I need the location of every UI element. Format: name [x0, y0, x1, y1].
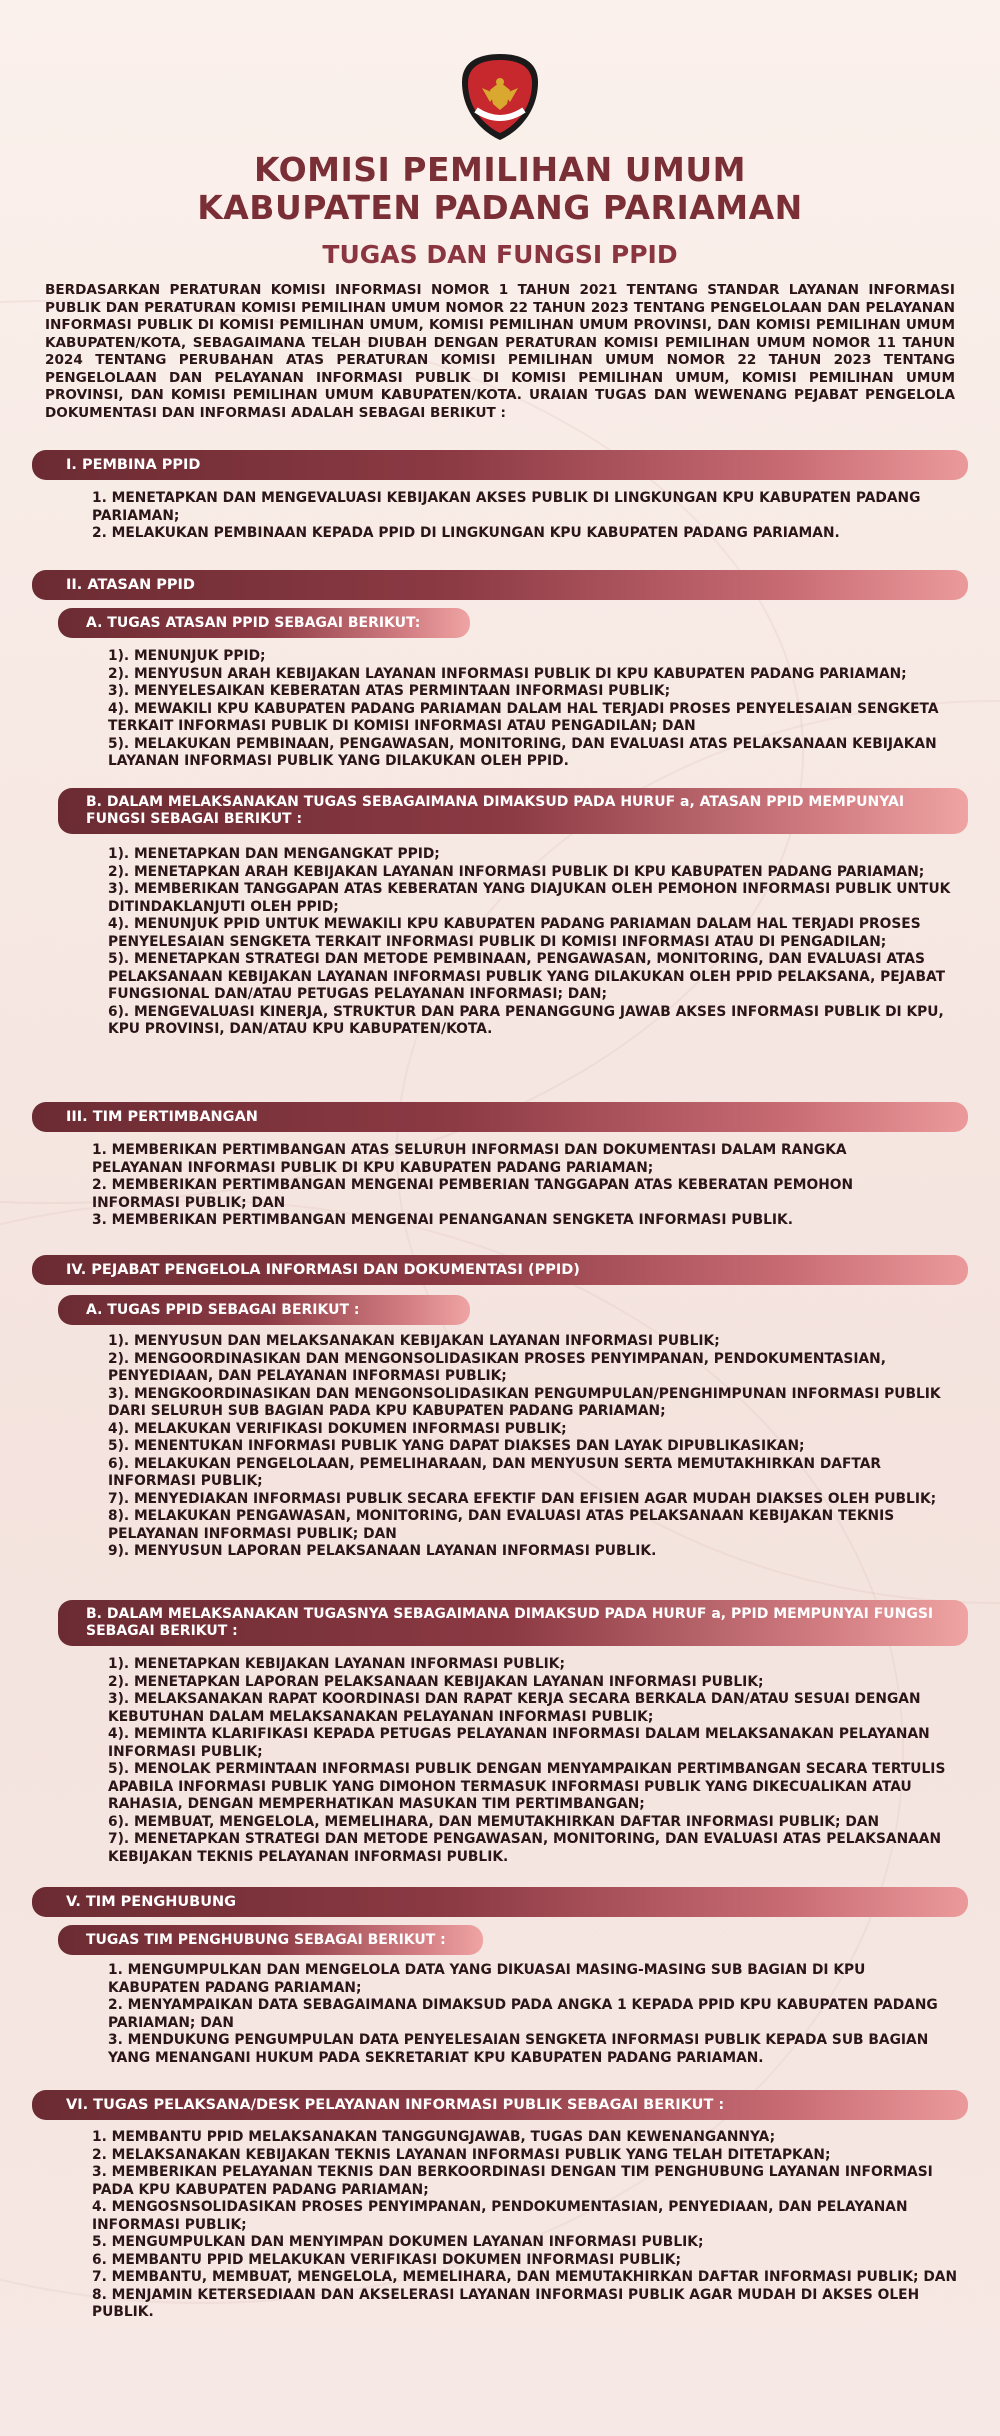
- list-item-number: 1.: [92, 1142, 112, 1158]
- list-item-text: MEMBUAT, MENGELOLA, MEMELIHARA, DAN MEMUTAKHIRKAN DAFTAR INFORMASI PUBLIK; DAN: [133, 1813, 880, 1830]
- list-item-number: 5).: [108, 1438, 134, 1454]
- list-item-number: 6).: [108, 1455, 134, 1472]
- list-item-text: MENGKOORDINASIKAN DAN MENGONSOLIDASIKAN PENGUMPULAN/PENGHIMPUNAN INFORMASI PUBLIK DARI SELURUH SUB BAGIAN PADA KPU KABUPATEN PADANG PARIAMAN;: [108, 1385, 941, 1419]
- list-item: [108, 701, 968, 736]
- list-item-text: MENETAPKAN DAN MENGANGKAT PPID;: [133, 846, 440, 862]
- list-item-number: 6).: [108, 1813, 134, 1830]
- list-item: [92, 2269, 972, 2287]
- list-item: [108, 1761, 968, 1814]
- list-item: [108, 916, 968, 951]
- subheader-tugas-penghubung: TUGAS TIM PENGHUBUNG SEBAGAI BERIKUT :: [58, 1925, 483, 1955]
- list-item: [108, 666, 968, 684]
- list-item-text: MENGEVALUASI KINERJA, STRUKTUR DAN PARA PENANGGUNG JAWAB AKSES INFORMASI PUBLIK DI KPU, KPU PROVINSI, DAN/ATAU KPU KABUPATEN/KOTA.: [108, 1003, 944, 1037]
- list-item-number: 1.: [92, 490, 112, 506]
- list-item: [108, 1333, 968, 1351]
- list-item-text: MENETAPKAN LAPORAN PELAKSANAAN KEBIJAKAN LAYANAN INFORMASI PUBLIK;: [133, 1673, 764, 1690]
- list-item-text: MENYEDIAKAN INFORMASI PUBLIK SECARA EFEKTIF DAN EFISIEN AGAR MUDAH DIAKSES OLEH PUBLIK;: [133, 1490, 937, 1507]
- section-header-tim-pertimbangan: III. TIM PERTIMBANGAN: [32, 1102, 968, 1132]
- list-item-number: 9).: [108, 1543, 134, 1559]
- list-item-text: MEWAKILI KPU KABUPATEN PADANG PARIAMAN DALAM HAL TERJADI PROSES PENYELESAIAN SENGKETA TERKAIT INFORMASI PUBLIK DI KOMISI INFORMASI ATAU PENGADILAN; DAN: [108, 700, 939, 734]
- list-item-text: MENYUSUN LAPORAN PELAKSANAAN LAYANAN INFORMASI PUBLIK.: [133, 1543, 657, 1559]
- list-item-text: MEMINTA KLARIFIKASI KEPADA PETUGAS PELAYANAN INFORMASI DALAM MELAKSANAKAN PELAYANAN INFORMASI PUBLIK;: [108, 1726, 930, 1760]
- list-item: [108, 1004, 968, 1039]
- list-item: [108, 1831, 968, 1866]
- list-item-number: 6).: [108, 1003, 134, 1020]
- list-item-text: MENETAPKAN KEBIJAKAN LAYANAN INFORMASI PUBLIK;: [133, 1656, 565, 1672]
- kpu-logo-icon: [460, 52, 540, 142]
- list-item-text: MEMBERIKAN PERTIMBANGAN MENGENAI PENANGANAN SENGKETA INFORMASI PUBLIK.: [111, 1212, 793, 1228]
- list-item-number: 3).: [108, 683, 134, 699]
- section-header-desk-pelayanan: VI. TUGAS PELAKSANA/DESK PELAYANAN INFORMASI PUBLIK SEBAGAI BERIKUT :: [32, 2090, 968, 2120]
- list-item-number: 1).: [108, 648, 134, 664]
- list-item: [108, 1491, 968, 1509]
- list-item-number: 5.: [92, 2234, 112, 2250]
- list-item-text: MEMBANTU, MEMBUAT, MENGELOLA, MEMELIHARA, DAN MEMUTAKHIRKAN DAFTAR INFORMASI PUBLIK; DAN: [111, 2269, 958, 2285]
- list-item-number: 7).: [108, 1490, 134, 1507]
- list-item-text: MENYUSUN ARAH KEBIJAKAN LAYANAN INFORMASI PUBLIK DI KPU KABUPATEN PADANG PARIAMAN;: [133, 665, 907, 682]
- list-item-text: MENGOSNSOLIDASIKAN PROSES PENYIMPANAN, PENDOKUMENTASIAN, PENYEDIAAN, DAN PELAYANAN INFORMASI PUBLIK;: [92, 2199, 908, 2233]
- list-item-number: 4).: [108, 1420, 134, 1437]
- list-item-number: 5).: [108, 1761, 134, 1777]
- list-item-text: MELAKUKAN PENGELOLAAN, PEMELIHARAAN, DAN MENYUSUN SERTA MEMUTAKHIRKAN DAFTAR INFORMASI PUBLIK;: [108, 1455, 882, 1489]
- subtitle: TUGAS DAN FUNGSI PPID: [322, 240, 678, 269]
- list-item-number: 3.: [108, 2032, 128, 2048]
- pembina-list: [92, 490, 922, 543]
- list-item-text: MEMBERIKAN TANGGAPAN ATAS KEBERATAN YANG DIAJUKAN OLEH PEMOHON INFORMASI PUBLIK UNTUK DITINDAKLANJUTI OLEH PPID;: [108, 881, 951, 915]
- list-item-number: 8.: [92, 2286, 112, 2303]
- list-item: [108, 1421, 968, 1439]
- list-item-number: 3).: [108, 1691, 134, 1707]
- list-item-number: 2.: [92, 1177, 112, 1193]
- list-item: [92, 1212, 922, 1230]
- list-item-number: 5).: [108, 951, 134, 967]
- list-item: [108, 648, 968, 666]
- list-item-text: MEMBERIKAN PERTIMBANGAN ATAS SELURUH INFORMASI DAN DOKUMENTASI DALAM RANGKA PELAYANAN INFORMASI PUBLIK DI KPU KABUPATEN PADANG PARIAMAN;: [92, 1142, 847, 1176]
- list-item-number: 1).: [108, 1656, 134, 1672]
- list-item: [92, 2147, 972, 2165]
- list-item-number: 7).: [108, 1831, 134, 1847]
- list-item-number: 1).: [108, 1333, 134, 1349]
- list-item-text: MELAKSANAKAN RAPAT KOORDINASI DAN RAPAT KERJA SECARA BERKALA DAN/ATAU SESUAI DENGAN KEBUTUHAN DALAM MELAKSANAKAN PELAYANAN INFORMASI PUBLIK;: [108, 1691, 921, 1725]
- list-item: [108, 864, 968, 882]
- list-item-text: MENETAPKAN ARAH KEBIJAKAN LAYANAN INFORMASI PUBLIK DI KPU KABUPATEN PADANG PARIAMAN;: [133, 863, 925, 880]
- list-item-number: 2.: [108, 1997, 128, 2013]
- list-item-text: MELAKUKAN VERIFIKASI DOKUMEN INFORMASI PUBLIK;: [133, 1420, 567, 1437]
- list-item-number: 3.: [92, 1212, 112, 1228]
- list-item: [92, 1177, 922, 1212]
- list-item-text: MEMBANTU PPID MELAKUKAN VERIFIKASI DOKUMEN INFORMASI PUBLIK;: [111, 2251, 682, 2268]
- list-item-text: MENGOORDINASIKAN DAN MENGONSOLIDASIKAN PROSES PENYIMPANAN, PENDOKUMENTASIAN, PENYEDIAAN, DAN PELAYANAN INFORMASI PUBLIK;: [108, 1350, 886, 1384]
- intro-paragraph: BERDASARKAN PERATURAN KOMISI INFORMASI NOMOR 1 TAHUN 2021 TENTANG STANDAR LAYANAN INFORMASI PUBLIK DAN PERATURAN KOMISI PEMILIHAN UMUM NOMOR 22 TAHUN 2023 TENTANG PENGELOLAAN DAN PELAYANAN INFORMASI PUBLIK DI KOMISI PEMILIHAN UMUM, KOMISI PEMILIHAN UMUM PROVINSI, DAN KOMISI PEMILIHAN UMUM KABUPATEN/KOTA, SEBAGAIMANA TELAH DIUBAH DENGAN PERATURAN KOMISI PEMILIHAN UMUM NOMOR 11 TAHUN 2024 TENTANG PERUBAHAN ATAS PERATURAN KOMISI PEMILIHAN UMUM NOMOR 22 TAHUN 2023 TENTANG PENGELOLAAN DAN PELAYANAN INFORMASI PUBLIK DI KOMISI PEMILIHAN UMUM, KOMISI PEMILIHAN UMUM PROVINSI, DAN KOMISI PEMILIHAN UMUM KABUPATEN/KOTA. URAIAN TUGAS DAN WEWENANG PEJABAT PENGELOLA DOKUMENTASI DAN INFORMASI ADALAH SEBAGAI BERIKUT :: [45, 282, 955, 421]
- list-item-number: 1.: [92, 2129, 112, 2145]
- list-item-number: 3).: [108, 881, 134, 897]
- list-item: [108, 1456, 968, 1491]
- tugas-atasan-list: [108, 648, 968, 771]
- list-item-number: 2).: [108, 665, 134, 682]
- list-item: [92, 2234, 972, 2252]
- list-item: [108, 951, 968, 1004]
- section-header-atasan: II. ATASAN PPID: [32, 570, 968, 600]
- list-item: [108, 881, 968, 916]
- list-item: [108, 2032, 938, 2067]
- list-item-text: MENETAPKAN STRATEGI DAN METODE PEMBINAAN, PENGAWASAN, MONITORING, DAN EVALUASI ATAS PELAKSANAAN KEBIJAKAN LAYANAN INFORMASI PUBLIK YANG DILAKUKAN OLEH PPID PELAKSANA, PEJABAT FUNGSIONAL DAN/ATAU PETUGAS PELAYANAN INFORMASI; DAN;: [108, 951, 945, 1002]
- list-item-number: 6.: [92, 2251, 112, 2268]
- list-item: [108, 736, 968, 771]
- list-item: [92, 2164, 972, 2199]
- list-item-text: MENGUMPULKAN DAN MENYIMPAN DOKUMEN LAYANAN INFORMASI PUBLIK;: [111, 2234, 704, 2250]
- list-item-number: 3.: [92, 2164, 112, 2180]
- list-item-text: MEMBERIKAN PELAYANAN TEKNIS DAN BERKOORDINASI DENGAN TIM PENGHUBUNG LAYANAN INFORMASI PADA KPU KABUPATEN PADANG PARIAMAN;: [92, 2164, 933, 2198]
- list-item: [92, 2252, 972, 2270]
- list-item-number: 2.: [92, 525, 112, 541]
- list-item-number: 2).: [108, 1350, 134, 1367]
- subheader-fungsi-ppid: B. DALAM MELAKSANAKAN TUGASNYA SEBAGAIMANA DIMAKSUD PADA HURUF a, PPID MEMPUNYAI FUNGSI SEBAGAI BERIKUT :: [58, 1600, 968, 1646]
- list-item-text: MENJAMIN KETERSEDIAAN DAN AKSELERASI LAYANAN INFORMASI PUBLIK AGAR MUDAH DI AKSES OLEH PUBLIK.: [92, 2286, 920, 2320]
- subheader-tugas-ppid: A. TUGAS PPID SEBAGAI BERIKUT :: [58, 1295, 470, 1325]
- list-item: [92, 2199, 972, 2234]
- list-item: [92, 490, 922, 525]
- section-header-tim-penghubung: V. TIM PENGHUBUNG: [32, 1887, 968, 1917]
- list-item-number: 3).: [108, 1385, 134, 1402]
- list-item: [108, 1674, 968, 1692]
- list-item-text: MENDUKUNG PENGUMPULAN DATA PENYELESAIAN SENGKETA INFORMASI PUBLIK KEPADA SUB BAGIAN YANG MENANGANI HUKUM PADA SEKRETARIAT KPU KABUPATEN PADANG PARIAMAN.: [108, 2032, 929, 2066]
- list-item-number: 1.: [108, 1962, 128, 1978]
- list-item-text: MENOLAK PERMINTAAN INFORMASI PUBLIK DENGAN MENYAMPAIKAN PERTIMBANGAN SECARA TERTULIS APABILA INFORMASI PUBLIK YANG DIMOHON TERMASUK INFORMASI PUBLIK YANG DIKECUALIKAN ATAU RAHASIA, DENGAN MEMPERHATIKAN MASUKAN TIM PERTIMBANGAN;: [108, 1761, 946, 1812]
- list-item: [108, 1814, 968, 1832]
- section-header-ppid: IV. PEJABAT PENGELOLA INFORMASI DAN DOKUMENTASI (PPID): [32, 1255, 968, 1285]
- fungsi-ppid-list: [108, 1656, 968, 1866]
- list-item-number: 4).: [108, 916, 134, 932]
- list-item-number: 5).: [108, 735, 134, 752]
- list-item-number: 4).: [108, 1726, 134, 1742]
- list-item-number: 2).: [108, 1673, 134, 1690]
- tim-penghubung-list: [108, 1962, 938, 2067]
- list-item-text: MENENTUKAN INFORMASI PUBLIK YANG DAPAT DIAKSES DAN LAYAK DIPUBLIKASIKAN;: [133, 1438, 805, 1454]
- list-item: [108, 1438, 968, 1456]
- list-item: [108, 1691, 968, 1726]
- list-item-number: 8).: [108, 1508, 134, 1524]
- list-item: [92, 525, 922, 543]
- list-item-number: 4.: [92, 2199, 112, 2215]
- title-line-1: KOMISI PEMILIHAN UMUM: [254, 150, 746, 189]
- list-item-number: 2.: [92, 2146, 112, 2163]
- list-item: [108, 1543, 968, 1561]
- list-item-text: MENUNJUK PPID UNTUK MEWAKILI KPU KABUPATEN PADANG PARIAMAN DALAM HAL TERJADI PROSES PENYELESAIAN SENGKETA TERKAIT INFORMASI PUBLIK DI KOMISI INFORMASI ATAU DI PENGADILAN;: [108, 916, 921, 950]
- list-item: [108, 683, 968, 701]
- list-item: [108, 846, 968, 864]
- list-item-number: 1).: [108, 846, 134, 862]
- list-item-number: 7.: [92, 2269, 112, 2285]
- list-item: [108, 1997, 938, 2032]
- list-item-text: MELAKUKAN PEMBINAAN, PENGAWASAN, MONITORING, DAN EVALUASI ATAS PELAKSANAAN KEBIJAKAN LAYANAN INFORMASI PUBLIK YANG DILAKUKAN OLEH PPID.: [108, 735, 937, 769]
- list-item: [92, 2287, 972, 2322]
- list-item-number: 4).: [108, 700, 134, 717]
- list-item: [108, 1962, 938, 1997]
- list-item-text: MENGUMPULKAN DAN MENGELOLA DATA YANG DIKUASAI MASING-MASING SUB BAGIAN DI KPU KABUPATEN PADANG PARIAMAN;: [108, 1962, 866, 1996]
- list-item-text: MENYUSUN DAN MELAKSANAKAN KEBIJAKAN LAYANAN INFORMASI PUBLIK;: [133, 1333, 720, 1349]
- list-item: [108, 1726, 968, 1761]
- list-item: [92, 1142, 922, 1177]
- subheader-fungsi-atasan: B. DALAM MELAKSANAKAN TUGAS SEBAGAIMANA DIMAKSUD PADA HURUF a, ATASAN PPID MEMPUNYAI FUNGSI SEBAGAI BERIKUT :: [58, 788, 968, 834]
- list-item-text: MENYELESAIKAN KEBERATAN ATAS PERMINTAAN INFORMASI PUBLIK;: [133, 683, 671, 699]
- list-item-text: MENUNJUK PPID;: [133, 648, 266, 664]
- list-item: [108, 1508, 968, 1543]
- fungsi-atasan-list: [108, 846, 968, 1039]
- list-item-number: 2).: [108, 863, 134, 880]
- list-item-text: MELAKSANAKAN KEBIJAKAN TEKNIS LAYANAN INFORMASI PUBLIK YANG TELAH DITETAPKAN;: [111, 2146, 831, 2163]
- list-item: [108, 1351, 968, 1386]
- list-item-text: MENETAPKAN STRATEGI DAN METODE PENGAWASAN, MONITORING, DAN EVALUASI ATAS PELAKSANAAN KEBIJAKAN TEKNIS PELAYANAN INFORMASI PUBLIK.: [108, 1831, 942, 1865]
- tim-pertimbangan-list: [92, 1142, 922, 1230]
- list-item-text: MENYAMPAIKAN DATA SEBAGAIMANA DIMAKSUD PADA ANGKA 1 KEPADA PPID KPU KABUPATEN PADANG PARIAMAN; DAN: [108, 1997, 938, 2031]
- list-item: [108, 1656, 968, 1674]
- list-item-text: MENETAPKAN DAN MENGEVALUASI KEBIJAKAN AKSES PUBLIK DI LINGKUNGAN KPU KABUPATEN PADANG PARIAMAN;: [92, 490, 921, 524]
- list-item-text: MEMBERIKAN PERTIMBANGAN MENGENAI PEMBERIAN TANGGAPAN ATAS KEBERATAN PEMOHON INFORMASI PUBLIK; DAN: [92, 1177, 854, 1211]
- tugas-ppid-list: [108, 1333, 968, 1561]
- list-item: [92, 2129, 972, 2147]
- section-header-pembina: I. PEMBINA PPID: [32, 450, 968, 480]
- title-line-2: KABUPATEN PADANG PARIAMAN: [197, 188, 803, 227]
- list-item-text: MELAKUKAN PENGAWASAN, MONITORING, DAN EVALUASI ATAS PELAKSANAAN KEBIJAKAN TEKNIS PELAYANAN INFORMASI PUBLIK; DAN: [108, 1508, 895, 1542]
- list-item: [108, 1386, 968, 1421]
- list-item-text: MEMBANTU PPID MELAKSANAKAN TANGGUNGJAWAB, TUGAS DAN KEWENANGANNYA;: [111, 2129, 776, 2145]
- subheader-tugas-atasan: A. TUGAS ATASAN PPID SEBAGAI BERIKUT:: [58, 608, 470, 638]
- desk-pelayanan-list: [92, 2129, 972, 2322]
- list-item-text: MELAKUKAN PEMBINAAN KEPADA PPID DI LINGKUNGAN KPU KABUPATEN PADANG PARIAMAN.: [111, 525, 840, 541]
